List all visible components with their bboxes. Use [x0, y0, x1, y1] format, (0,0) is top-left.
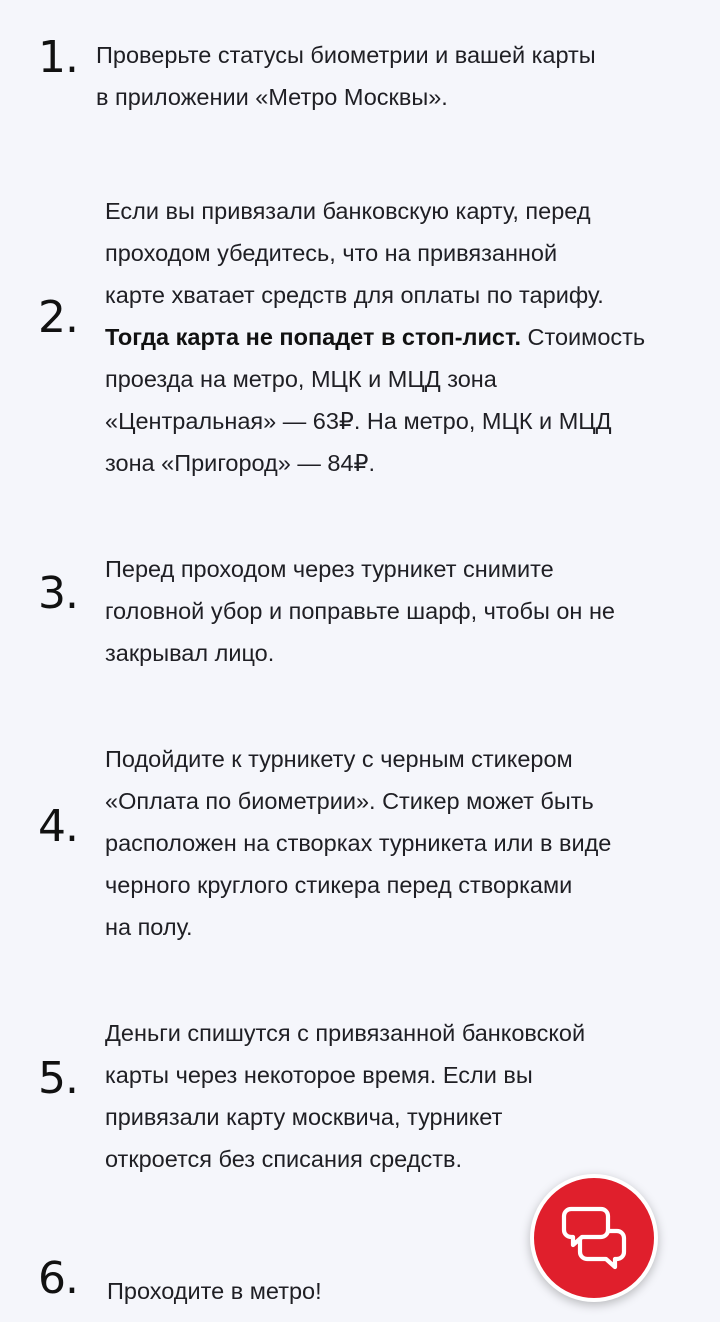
step-number: 4. [38, 801, 78, 852]
step-text-fares: Стоимость проезда на метро, МЦК и МЦД зона «Центральная» — 63₽. На метро, МЦК и МЦД зона «Пригород» — 84₽. [105, 324, 646, 476]
step-text: Подойдите к турникету с черным стикером «Оплата по биометрии». Стикер может быть расположен на створках турникета или в виде черного круглого стикера перед створками на полу. [105, 746, 612, 940]
step-text: Проверьте статусы биометрии и вашей карты в приложении «Метро Москвы». [96, 42, 596, 110]
step-number: 5. [38, 1053, 78, 1104]
step-text-emphasis: Тогда карта не попадет в стоп-лист. [105, 324, 521, 350]
step-number: 1. [38, 32, 78, 83]
step-number: 3. [38, 568, 78, 619]
step-text-intro: Если вы привязали банковскую карту, перед проходом убедитесь, что на привязанной карте хватает средств для оплаты по тарифу. [105, 198, 604, 308]
step-text: Деньги спишутся с привязанной банковской карты через некоторое время. Если вы привязали карту москвича, турникет откроется без списания средств. [105, 1020, 586, 1172]
step-number: 6. [38, 1253, 78, 1304]
chat-bubbles-icon [559, 1205, 629, 1271]
step-text [105, 190, 705, 484]
step-text: Перед проходом через турникет снимите головной убор и поправьте шарф, чтобы он не закрывал лицо. [105, 556, 615, 666]
step-text: Проходите в метро! [107, 1278, 322, 1304]
step-number: 2. [38, 292, 78, 343]
chat-button[interactable] [530, 1174, 658, 1302]
